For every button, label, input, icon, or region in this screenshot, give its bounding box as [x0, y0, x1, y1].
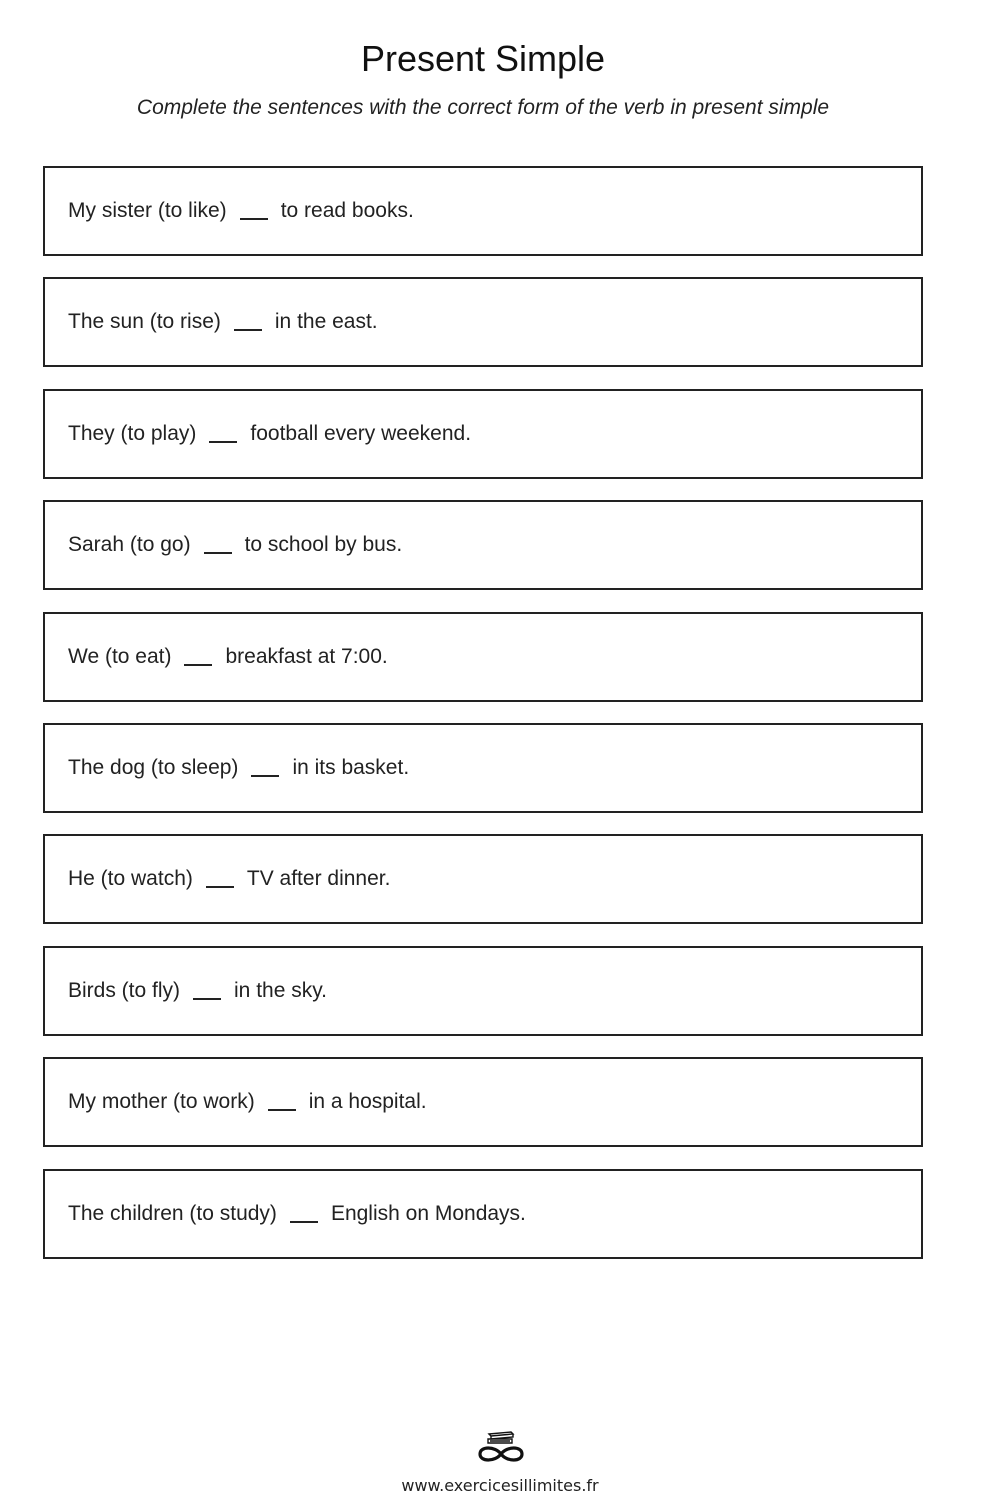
exercise-prompt: We (to eat)	[68, 644, 172, 668]
exercise-rest: TV after dinner.	[246, 867, 391, 891]
answer-blank[interactable]	[251, 759, 279, 777]
exercise-item-2	[43, 277, 923, 367]
footer-url: www.exercicesillimites.fr	[401, 1476, 599, 1495]
exercise-prompt: Birds (to fly)	[68, 978, 181, 1002]
instruction-text: Complete the sentences with the correct form of the verb in present simple	[136, 96, 830, 119]
answer-blank[interactable]	[240, 202, 268, 220]
exercise-list	[43, 166, 923, 1280]
exercise-rest: football every weekend.	[250, 421, 472, 445]
exercise-prompt: The sun (to rise)	[68, 310, 221, 334]
answer-blank[interactable]	[193, 982, 221, 1000]
exercise-item-5	[43, 612, 923, 702]
exercise-rest: to read books.	[280, 199, 414, 222]
exercise-prompt: They (to play)	[68, 421, 197, 445]
exercise-item-6	[43, 723, 923, 813]
exercise-rest: in a hospital.	[308, 1090, 427, 1114]
exercise-item-7	[43, 834, 923, 924]
exercise-prompt: The children (to study)	[68, 1201, 277, 1225]
exercise-item-8	[43, 946, 923, 1036]
answer-blank[interactable]	[268, 1093, 296, 1111]
exercise-prompt: He (to watch)	[68, 867, 193, 891]
answer-blank[interactable]	[209, 425, 237, 443]
exercise-prompt: My mother (to work)	[68, 1090, 255, 1114]
exercise-rest: to school by bus.	[244, 533, 403, 557]
exercise-prompt: Sarah (to go)	[68, 533, 191, 557]
exercise-item-1	[43, 166, 923, 256]
exercise-rest: in the sky.	[234, 978, 327, 1002]
exercise-rest: in its basket.	[292, 755, 410, 779]
exercise-item-4	[43, 500, 923, 590]
answer-blank[interactable]	[234, 313, 262, 331]
answer-blank[interactable]	[204, 536, 232, 554]
exercise-item-9	[43, 1057, 923, 1147]
infinity-books-logo-icon	[474, 1424, 528, 1464]
answer-blank[interactable]	[290, 1205, 318, 1223]
exercise-item-3	[43, 389, 923, 479]
exercise-prompt: The dog (to sleep)	[68, 755, 239, 779]
page-title: Present Simple	[360, 38, 606, 79]
exercise-rest: English on Mondays.	[330, 1201, 526, 1225]
exercise-prompt: My sister (to like)	[68, 199, 227, 222]
exercise-rest: breakfast at 7:00.	[225, 644, 388, 668]
answer-blank[interactable]	[206, 870, 234, 888]
exercise-rest: in the east.	[274, 310, 378, 334]
exercise-item-10	[43, 1169, 923, 1259]
answer-blank[interactable]	[184, 648, 212, 666]
